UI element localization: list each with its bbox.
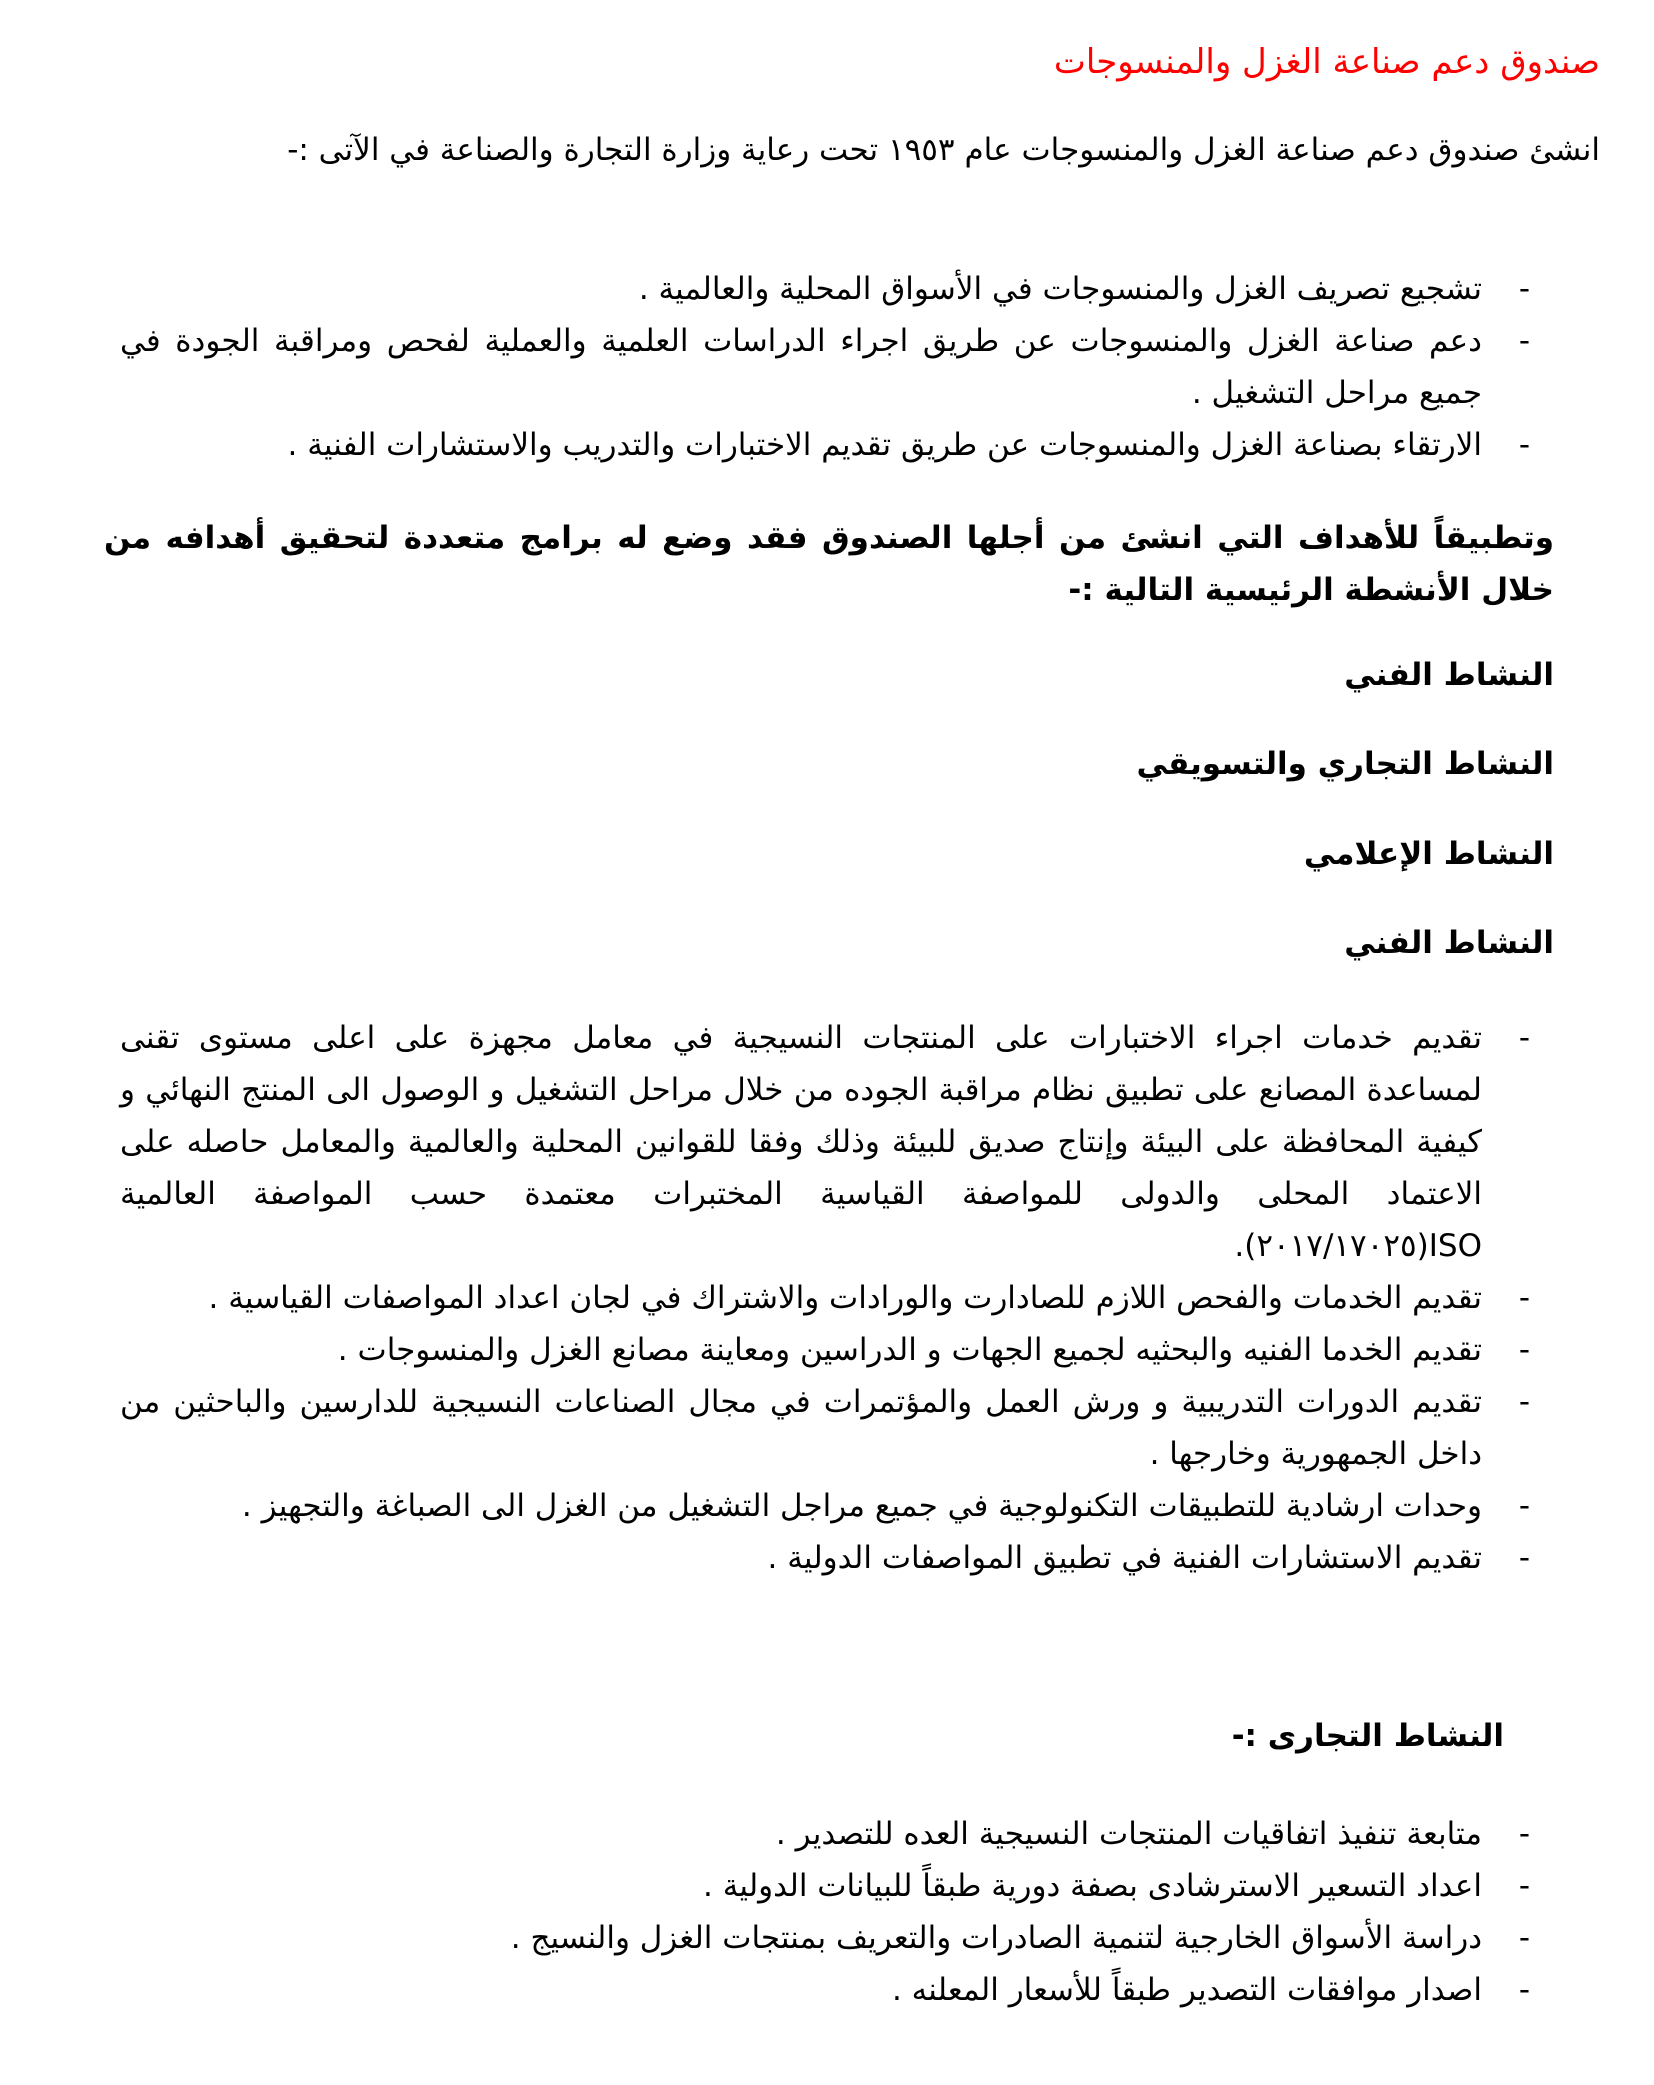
bullet-dash: - <box>1518 1280 1530 1316</box>
list-item-text: تقديم الدورات التدريبية و ورش العمل والمؤتمرات في مجال الصناعات النسيجية للدارسين والباحثين من داخل الجمهورية وخارجها . <box>120 1384 1482 1472</box>
list-item-text: تشجيع تصريف الغزل والمنسوجات في الأسواق المحلية والعالمية . <box>638 271 1482 307</box>
list-item-text: اصدار موافقات التصدير طبقاً للأسعار المعلنه . <box>891 1972 1482 2008</box>
list-item-text: متابعة تنفيذ اتفاقيات المنتجات النسيجية العده للتصدير . <box>775 1816 1482 1852</box>
list-item <box>120 1532 1530 1584</box>
document-title: صندوق دعم صناعة الغزل والمنسوجات <box>1053 42 1600 82</box>
list-item-text: تقديم الخدمات والفحص اللازم للصادارت والورادات والاشتراك في لجان اعداد المواصفات القياسية . <box>208 1280 1482 1316</box>
activity-media: النشاط الإعلامي <box>1303 836 1554 872</box>
list-item <box>120 1808 1530 1860</box>
bullet-dash: - <box>1518 1488 1530 1524</box>
list-item-text: اعداد التسعير الاسترشادى بصفة دورية طبقاً للبيانات الدولية . <box>703 1868 1482 1904</box>
objectives-list <box>120 263 1530 471</box>
list-item <box>120 1272 1530 1324</box>
bullet-dash: - <box>1518 1332 1530 1368</box>
list-item-text: دعم صناعة الغزل والمنسوجات عن طريق اجراء الدراسات العلمية والعملية لفحص ومراقبة الجودة في جميع مراحل التشغيل . <box>120 323 1482 411</box>
bullet-dash: - <box>1518 271 1530 307</box>
list-item <box>120 1376 1530 1480</box>
intro-paragraph: انشئ صندوق دعم صناعة الغزل والمنسوجات عام ١٩٥٣ تحت رعاية وزارة التجارة والصناعة في الآتى :- <box>287 132 1600 168</box>
list-item <box>120 1912 1530 1964</box>
list-item-text: وحدات ارشادية للتطبيقات التكنولوجية في جميع مراجل التشغيل من الغزل الى الصباغة والتجهيز . <box>241 1488 1482 1524</box>
activities-intro: وتطبيقاً للأهداف التي انشئ من أجلها الصندوق فقد وضع له برامج متعددة لتحقيق أهدافه من خلال الأنشطة الرئيسية التالية :- <box>104 520 1554 608</box>
bullet-dash: - <box>1518 1540 1530 1576</box>
commercial-heading: النشاط التجارى :- <box>1231 1718 1504 1754</box>
list-item <box>120 419 1530 471</box>
list-item <box>120 263 1530 315</box>
list-item <box>120 1860 1530 1912</box>
list-item-text: تقديم خدمات اجراء الاختبارات على المنتجات النسيجية في معامل مجهزة على اعلى مستوى تقنى لمساعدة المصانع على تطبيق نظام مراقبة الجوده من خلال مراحل التشغيل و الوصول الى المنتج النهائي و كيفية المحافظة على البيئة وإنتاج صديق للبيئة وذلك وفقا للقوانين المحلية والعالمية والمعامل حاصله على الاعتماد المحلى والدولى للمواصفة القياسية المختبرات معتمدة حسب المواصفة العالمية ISO(٢٠١٧/١٧٠٢٥). <box>120 1020 1482 1264</box>
list-item <box>120 315 1530 419</box>
bullet-dash: - <box>1518 1384 1530 1420</box>
bullet-dash: - <box>1518 427 1530 463</box>
list-item <box>120 1964 1530 2016</box>
list-item-text: الارتقاء بصناعة الغزل والمنسوجات عن طريق تقديم الاختبارات والتدريب والاستشارات الفنية . <box>287 427 1482 463</box>
bullet-dash: - <box>1518 323 1530 359</box>
list-item-text: دراسة الأسواق الخارجية لتنمية الصادرات والتعريف بمنتجات الغزل والنسيج . <box>510 1920 1482 1956</box>
bullet-dash: - <box>1518 1816 1530 1852</box>
list-item <box>120 1012 1530 1272</box>
bullet-dash: - <box>1518 1020 1530 1056</box>
list-item-text: تقديم الاستشارات الفنية في تطبيق المواصفات الدولية . <box>767 1540 1482 1576</box>
bullet-dash: - <box>1518 1972 1530 2008</box>
list-item <box>120 1480 1530 1532</box>
bullet-dash: - <box>1518 1920 1530 1956</box>
list-item <box>120 1324 1530 1376</box>
commercial-list <box>120 1808 1530 2016</box>
activity-commercial-marketing: النشاط التجاري والتسويقي <box>1136 746 1554 782</box>
technical-heading: النشاط الفني <box>1344 925 1554 961</box>
list-item-text: تقديم الخدما الفنيه والبحثيه لجميع الجهات و الدراسين ومعاينة مصانع الغزل والمنسوجات . <box>337 1332 1482 1368</box>
bullet-dash: - <box>1518 1868 1530 1904</box>
activity-technical: النشاط الفني <box>1344 657 1554 693</box>
technical-list <box>120 1012 1530 1584</box>
